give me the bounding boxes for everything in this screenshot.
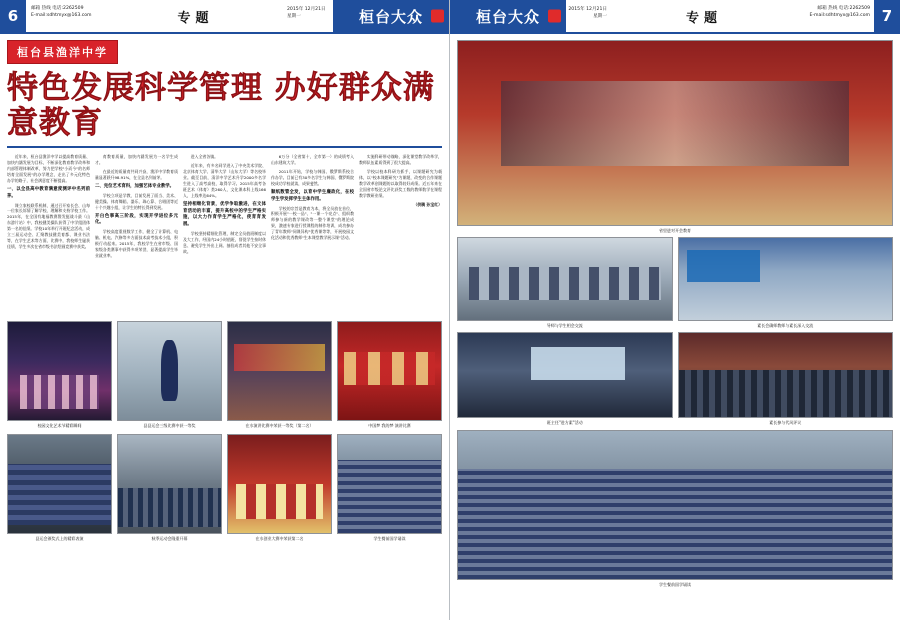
photo-stage-performance <box>7 321 112 428</box>
article-column-4 <box>271 154 354 316</box>
photo-teacher-student-exchange <box>457 237 673 328</box>
right-page <box>450 0 900 620</box>
left-masthead <box>0 0 449 34</box>
paragraph: 学校坚持精细化管理，制定全员值班制度以及大工作，经国内24小时值班，督促学生按时休息、避免学生外出上网。抽验成者其他不安全事故。 <box>183 230 266 254</box>
photo-homeroom-activity <box>457 332 673 425</box>
article-body <box>7 154 442 316</box>
paragraph: 学校高度重视数学工作，健全了计算机、电脑、机电、汽修等多方面技术高考技术小组，积极行动起来。2015年，我校学生在省市级、国家级各类赛事中获得多项荣誉，显著提高学生毕业就业率。 <box>95 229 178 258</box>
photo-leader-handshake <box>457 40 893 233</box>
article-column-1 <box>7 154 90 316</box>
left-contact-line1: 邮箱 热线 电话:2262509 <box>31 6 84 11</box>
left-page-number: 6 <box>0 0 26 32</box>
photo-image <box>457 430 893 580</box>
photo-playground-assembly <box>457 430 893 587</box>
school-name-tag: 桓台县渔洋中学 <box>7 40 118 64</box>
photo-caption: 县运会颁奖式上的精彩表演 <box>35 535 84 541</box>
photo-image <box>678 237 894 321</box>
paragraph: 学校以校本科研为抓手，以课题研究为载体，以"校本课题研究"为课题，改变的合作课题教学改革创课题的以取得较好成绩。近五年来在全国省市级论文评比获奖工数的教师数学在课程教学教研业绩。 <box>359 169 442 199</box>
photo-caption: 秋季运动会隆重开幕 <box>151 535 188 541</box>
subheading: 开白色事高三阶段，实现开学进位多元化。 <box>95 213 178 226</box>
photo-image <box>457 40 893 226</box>
photo-image <box>678 332 894 418</box>
article-byline: （供稿 孙宝红） <box>413 202 442 207</box>
left-section-title: 专题 <box>177 10 214 26</box>
headline-divider <box>7 146 442 148</box>
photo-image <box>117 434 222 534</box>
page-title: 特色发展科学管理 办好群众满意教育 <box>7 70 435 141</box>
subheading: 坚持相继化背景，优学争取激进，在文体育活动的丰富，提升高校中的学生严格实施，以大力作育学生严格化，使育育发展。 <box>183 202 266 228</box>
photo-student-recitation <box>337 434 442 541</box>
photo-caption: 导师与学生相会交流 <box>546 323 583 329</box>
left-newspaper-logo <box>333 0 449 32</box>
photo-caption: 在水演讲比赛中荣获一等奖（第二名） <box>245 423 314 429</box>
photo-image <box>227 321 332 421</box>
left-contact-line2: E-mail:sdhtmyx@163.com <box>31 12 92 18</box>
paragraph: 2011年开始，学校与韩国、俄罗斯系校合作办学。目前已有30多名学生与韩国、俄罗斯院校成功学校就读，成果斐然。 <box>271 169 354 187</box>
paragraph: 课立家校联系机制，通过召开家长会、山每一位家长诉情了解学校、理解和支持学校工作。2015年，在全国有地福教赛暨发挺战斗最（山东游片站）中，我校健美操队获得了中学组团体第一名的佳绩。学校10年举行开班纪念活动，成立三届运动会、汇聚教技健美育都、课业书法等，在学生艺术等方面，比赛中，我校师生屡获佳绩，学生多次在省市级书法绘画竞赛中获奖。 <box>7 202 90 250</box>
right-masthead <box>450 0 900 34</box>
photo-caption: 中国梦 我的梦 演讲比赛 <box>368 423 411 429</box>
photo-caption: 学生餐前国学诵读 <box>659 581 691 587</box>
right-date <box>566 0 612 32</box>
photo-caption: 素长参与代风评议 <box>769 420 802 426</box>
photo-caption: 省里进对开会教育 <box>659 228 691 233</box>
photo-image <box>457 237 673 321</box>
right-date-line2: 星期一 <box>593 13 607 19</box>
paragraph: 6万分（全省第十，全市第一）的成绩考入山东建筑大学。 <box>271 154 354 166</box>
photo-caption: 在水创业大赛中荣获第二名 <box>255 535 304 541</box>
photo-row-1 <box>0 321 449 428</box>
right-logo-text: 桓台大众 <box>475 7 540 26</box>
photo-caption: 校园文化艺术节精彩瞬间 <box>37 423 82 429</box>
subheading: 二、完位艺术育科，加强艺体专业教学。 <box>95 184 175 190</box>
photo-caption: 学生餐前国学诵读 <box>373 535 406 541</box>
photo-autumn-games <box>117 434 222 541</box>
photo-dance-competition <box>117 321 222 428</box>
right-photo-row-1 <box>457 237 893 328</box>
right-date-line1: 2015年 12月21日 <box>568 7 607 12</box>
logo-badge-icon <box>431 10 444 23</box>
photo-image <box>7 321 112 421</box>
article-column-5 <box>359 154 442 316</box>
right-section-title: 专题 <box>685 10 722 26</box>
left-date-line2: 星期一 <box>287 13 301 19</box>
photo-caption: 素长会确师教师与素长深入交流 <box>757 323 814 329</box>
photo-image <box>337 434 442 534</box>
left-content <box>0 34 449 316</box>
right-contact-line2: E-mail:sdhtmyx@163.com <box>809 12 870 18</box>
right-page-number: 7 <box>874 0 900 32</box>
right-content <box>450 34 900 587</box>
paragraph: 实施科研带动战略，深化课堂教学改革学，教师队伍素质得到了很大提高。 <box>359 154 442 166</box>
paragraph: 学校立项是学教，目前发展了面当、美术、健美操、体育舞蹈、器乐、珠心算、合唱团等近十个兴趣小组，让学生的特长得到发展。 <box>95 192 178 210</box>
left-contact-info <box>26 0 104 32</box>
photo-award-ceremony <box>227 321 332 428</box>
photo-row-2 <box>0 434 449 541</box>
paragraph: 学校的宗旨是教育为本，将全员放在首位，积极开展"一校一品"、"一课一个亮点"、组织教师参与新的教学课改等一整个课堂"的理论成果，激速专家进行授课程的制作培训，成功参办了青年教师"同课异构"优秀课等等，开展校园文化活动和优秀教师"生本课堂教学展示课"活动。 <box>271 205 354 241</box>
photo-image <box>7 434 112 534</box>
photo-parent-evaluation <box>678 332 894 425</box>
photo-speech-contest <box>337 321 442 428</box>
right-newspaper-logo <box>450 0 566 32</box>
photo-parent-teacher-meeting <box>678 237 894 328</box>
photo-image <box>227 434 332 534</box>
right-contact-info <box>796 0 874 32</box>
photo-image <box>457 332 673 418</box>
left-date-line1: 2015年 12月21日 <box>287 7 326 12</box>
subheading: 顺纸数管全发，以育中学生廉政化，在校学生学发挥学生主体作用。 <box>271 190 354 202</box>
subheading: 一、以全县高中教育满意度测评中名列前茅。 <box>7 187 90 199</box>
paragraph: 在最近的质量育共同兴奋，渔洋中学教育质量显著跃升98.91%，在全县名列前茅。 <box>95 169 178 181</box>
photo-entrepreneur-contest <box>227 434 332 541</box>
photo-caption: 县县运会三级比赛中获一等奖 <box>143 423 196 429</box>
right-contact-line1: 邮箱 热线 电话:2262509 <box>817 6 870 11</box>
paragraph: 近年来，有多名同学进入了中央美术学院、北京体育大学、清华大学（山东大学）等名校毕业。截至目前，清洋中学艺术升学2000多名学生进入了高考高校，取得学习。2015年高考各班艺术（体育）类260人，文化课本科上线166人，上线率达64%。 <box>183 163 266 199</box>
photo-sports-opening <box>7 434 112 541</box>
right-photo-row-2 <box>457 332 893 425</box>
article-column-3 <box>183 154 266 316</box>
left-logo-text: 桓台大众 <box>358 7 423 26</box>
photo-caption: 班主任"进方素"活动 <box>546 420 583 426</box>
paragraph: 近年来，桓台县渔洋中学以提高教育质量、加快内涵发展为目标，不断深化教育教学改革和内部管理体制改革，努力把学校"小而今"的名师培育全面发展"的办学理念，走出了多元化特色办学的路子，社会满意度不断提高。 <box>7 154 90 184</box>
paragraph: 育教育质量，加快内涵发展为一名学生成才。 <box>95 154 178 166</box>
photo-image <box>337 321 442 421</box>
photo-image <box>117 321 222 421</box>
article-column-2 <box>95 154 178 316</box>
paragraph: 进入全省各镇。 <box>190 154 219 160</box>
logo-badge-icon <box>548 10 561 23</box>
left-date <box>287 0 333 32</box>
